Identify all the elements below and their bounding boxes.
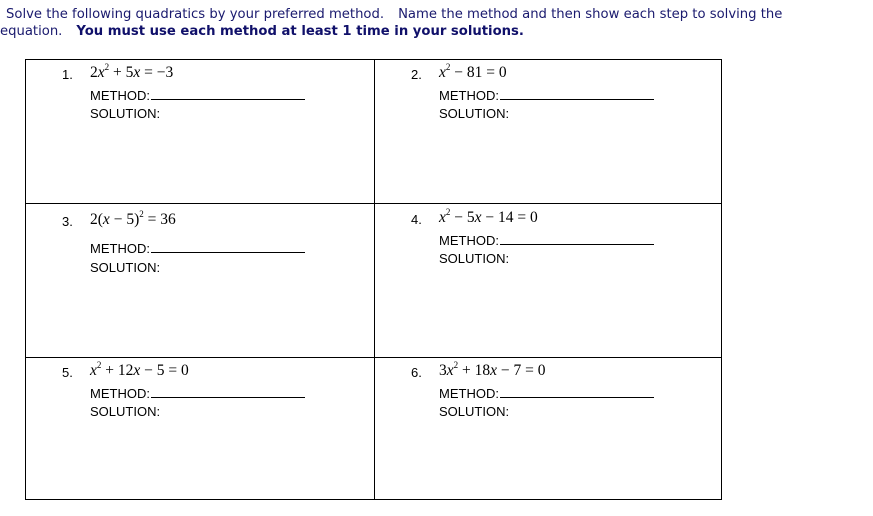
grid-divider-horizontal [26,203,721,204]
solution-label: SOLUTION: [439,251,510,266]
method-blank[interactable] [151,87,305,100]
problem-equation: $3x^2 + 18x - 7 = 0$ [439,360,546,379]
method-label: METHOD: [439,386,499,401]
problem-number: 5. [62,365,73,380]
method-label: METHOD: [439,88,499,103]
problem-grid [25,59,722,500]
instructions-requirement: You must use each method at least 1 time in your solutions. [76,24,524,39]
method-blank[interactable] [500,232,654,245]
method-line[interactable] [90,240,305,256]
problem-number: 6. [411,365,422,380]
solution-label: SOLUTION: [439,106,510,121]
solution-label: SOLUTION: [90,106,161,121]
method-blank[interactable] [500,87,654,100]
method-blank[interactable] [500,385,654,398]
solution-label: SOLUTION: [90,404,161,419]
method-label: METHOD: [90,88,150,103]
instructions-line2-plain: equation. [0,24,63,39]
problem-equation: $x^2 + 12x - 5 = 0$ [90,360,189,379]
problem-equation: $x^2 - 5x - 14 = 0$ [439,207,538,226]
problem-equation: $x^2 - 81 = 0$ [439,62,507,81]
method-label: METHOD: [90,241,150,256]
method-line[interactable] [439,87,654,103]
solution-label: SOLUTION: [90,260,161,275]
problem-equation: $2x^2 + 5x = -3$ [90,62,174,81]
instructions [0,6,870,40]
problem-number: 3. [62,214,73,229]
instructions-line1-part2: Name the method and then show each step to solving the [398,7,783,22]
grid-divider-horizontal [26,357,721,358]
method-line[interactable] [90,87,305,103]
solution-label: SOLUTION: [439,404,510,419]
problem-number: 4. [411,212,422,227]
method-blank[interactable] [151,240,305,253]
method-label: METHOD: [90,386,150,401]
method-blank[interactable] [151,385,305,398]
problem-number: 2. [411,67,422,82]
method-line[interactable] [90,385,305,401]
problem-number: 1. [62,67,73,82]
problem-equation: $2(x - 5)^2 = 36$ [90,209,176,228]
method-line[interactable] [439,232,654,248]
method-line[interactable] [439,385,654,401]
method-label: METHOD: [439,233,499,248]
grid-divider-vertical [374,60,375,499]
instructions-line1-part1: Solve the following quadratics by your preferred method. [6,7,385,22]
